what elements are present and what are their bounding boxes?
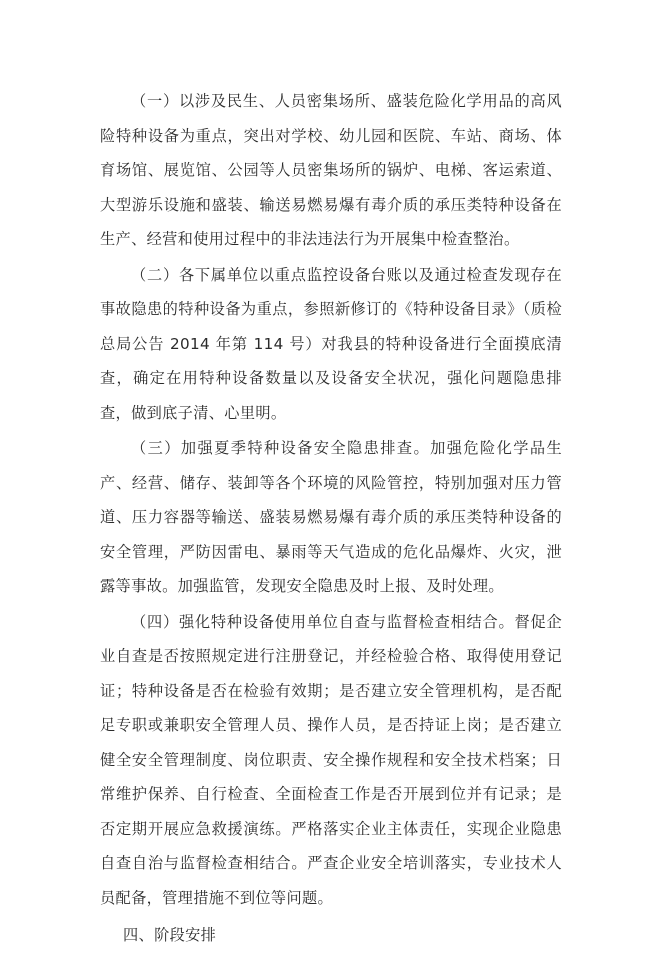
paragraph-4 <box>100 605 562 916</box>
document-page <box>100 84 562 953</box>
paragraph-text: 加强夏季特种设备安全隐患排查。加强危险化学品生产、经营、储存、装卸等各个环境的风险管控，特别加强对压力管道、压力容器等输送、盛装易燃易爆有毒介质的承压类特种设备的安全管理，严防因雷电、暴雨等天气造成的危化品爆炸、火灾，泄露等事故。加强监管，发现安全隐患及时上报、及时处理。 <box>100 439 562 595</box>
paragraph-text: 各下属单位以重点监控设备台账以及通过检查发现存在事故隐患的特种设备为重点，参照新修订的《特种设备目录》（质检总局公告 2014 年第 114 号）对我县的特种设备进行全面摸底清查，确定在用特种设备数量以及设备安全状况，强化问题隐患排查，做到底子清、心里明。 <box>100 265 562 422</box>
paragraph-text: 以涉及民生、人员密集场所、盛装危险化学用品的高风险特种设备为重点，突出对学校、幼儿园和医院、车站、商场、体育场馆、展览馆、公园等人员密集场所的锅炉、电梯、客运索道、大型游乐设施和盛装、输送易燃易爆有毒介质的承压类特种设备在生产、经营和使用过程中的非法违法行为开展集中检查整治。 <box>100 92 562 248</box>
paragraph-3 <box>100 431 562 604</box>
paragraph-label: （四） <box>131 612 179 631</box>
paragraph-text: 强化特种设备使用单位自查与监督检查相结合。督促企业自查是否按照规定进行注册登记，并经检验合格、取得使用登记证；特种设备是否在检验有效期；是否建立安全管理机构，是否配足专职或兼职安全管理人员、操作人员，是否持证上岗；是否建立健全安全管理制度、岗位职责、安全操作规程和安全技术档案；日常维护保养、自行检查、全面检查工作是否开展到位并有记录；是否定期开展应急救援演练。严格落实企业主体责任，实现企业隐患自查自治与监督检查相结合。严查企业安全培训落实，专业技术人员配备，管理措施不到位等问题。 <box>100 612 562 907</box>
paragraph-2 <box>100 258 562 431</box>
paragraph-label: （三） <box>131 439 181 457</box>
paragraph-label: （一） <box>131 92 179 110</box>
paragraph-label: （二） <box>131 265 179 284</box>
paragraph-1 <box>100 84 562 257</box>
section-heading: 四、阶段安排 <box>123 926 217 944</box>
